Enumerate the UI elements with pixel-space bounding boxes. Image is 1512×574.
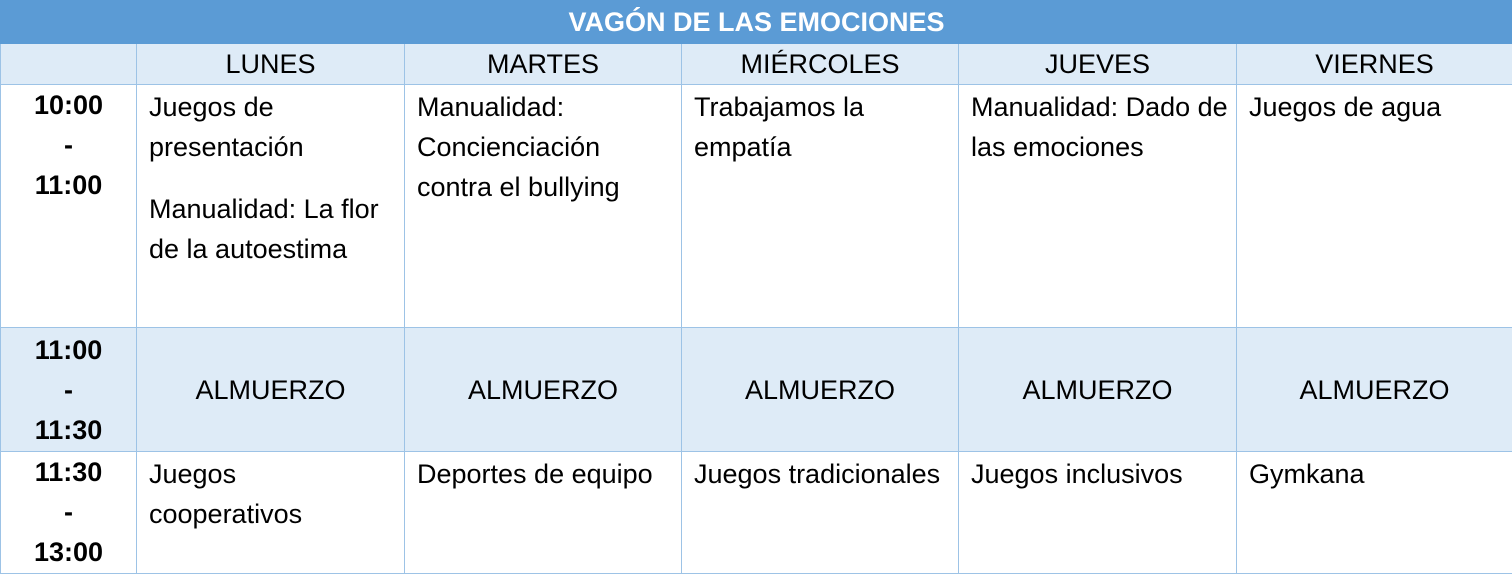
time-slot [1, 452, 137, 574]
time-end: 11:00 [34, 170, 103, 200]
time-slot [1, 328, 137, 452]
activity-text: Juegos de agua [1249, 92, 1442, 122]
lunch-cell-monday: ALMUERZO [137, 328, 405, 452]
time-end: 11:30 [34, 414, 103, 445]
day-header-friday: VIERNES [1237, 44, 1512, 85]
schedule-row-11-1130 [1, 328, 1512, 452]
activity-cell-monday [137, 85, 405, 328]
activity-cell-monday [137, 452, 405, 574]
activity-text: Manualidad: Concienciación contra el bullying [417, 92, 620, 202]
time-separator: - [64, 374, 73, 405]
time-header-cell [1, 44, 137, 85]
schedule-row-1130-13 [1, 452, 1512, 574]
activity-cell-friday [1237, 85, 1512, 328]
time-start: 10:00 [33, 90, 104, 120]
lunch-cell-friday: ALMUERZO [1237, 328, 1512, 452]
lunch-cell-tuesday: ALMUERZO [405, 328, 682, 452]
activity-cell-wednesday [682, 85, 959, 328]
activity-cell-friday [1237, 452, 1512, 574]
time-end: 13:00 [33, 537, 104, 567]
schedule-title: VAGÓN DE LAS EMOCIONES [1, 1, 1512, 44]
day-header-row [1, 44, 1512, 85]
lunch-cell-thursday: ALMUERZO [959, 328, 1237, 452]
time-separator: - [64, 497, 73, 527]
activity-text: Trabajamos la empatía [694, 92, 865, 162]
activity-cell-wednesday [682, 452, 959, 574]
time-start: 11:00 [34, 334, 103, 365]
time-separator: - [64, 130, 73, 160]
day-header-tuesday: MARTES [405, 44, 682, 85]
lunch-cell-wednesday: ALMUERZO [682, 328, 959, 452]
activity-text: Manualidad: Dado de las emociones [971, 92, 1228, 162]
activity-text: Juegos cooperativos [149, 459, 303, 529]
activity-text: Deportes de equipo [417, 459, 653, 489]
activity-cell-tuesday [405, 85, 682, 328]
activity-text: Gymkana [1249, 459, 1365, 489]
time-start: 11:30 [34, 457, 103, 487]
activity-text: Juegos de presentación [149, 92, 304, 162]
day-header-monday: LUNES [137, 44, 405, 85]
time-slot [1, 85, 137, 328]
day-header-wednesday: MIÉRCOLES [682, 44, 959, 85]
activity-text: Juegos inclusivos [971, 459, 1183, 489]
day-header-thursday: JUEVES [959, 44, 1237, 85]
title-row [1, 1, 1512, 44]
schedule-row-10-11 [1, 85, 1512, 328]
activity-cell-thursday [959, 452, 1237, 574]
activity-cell-thursday [959, 85, 1237, 328]
activity-text: Juegos tradicionales [694, 459, 941, 489]
activity-cell-tuesday [405, 452, 682, 574]
activity-text-secondary: Manualidad: La flor de la autoestima [149, 194, 379, 264]
